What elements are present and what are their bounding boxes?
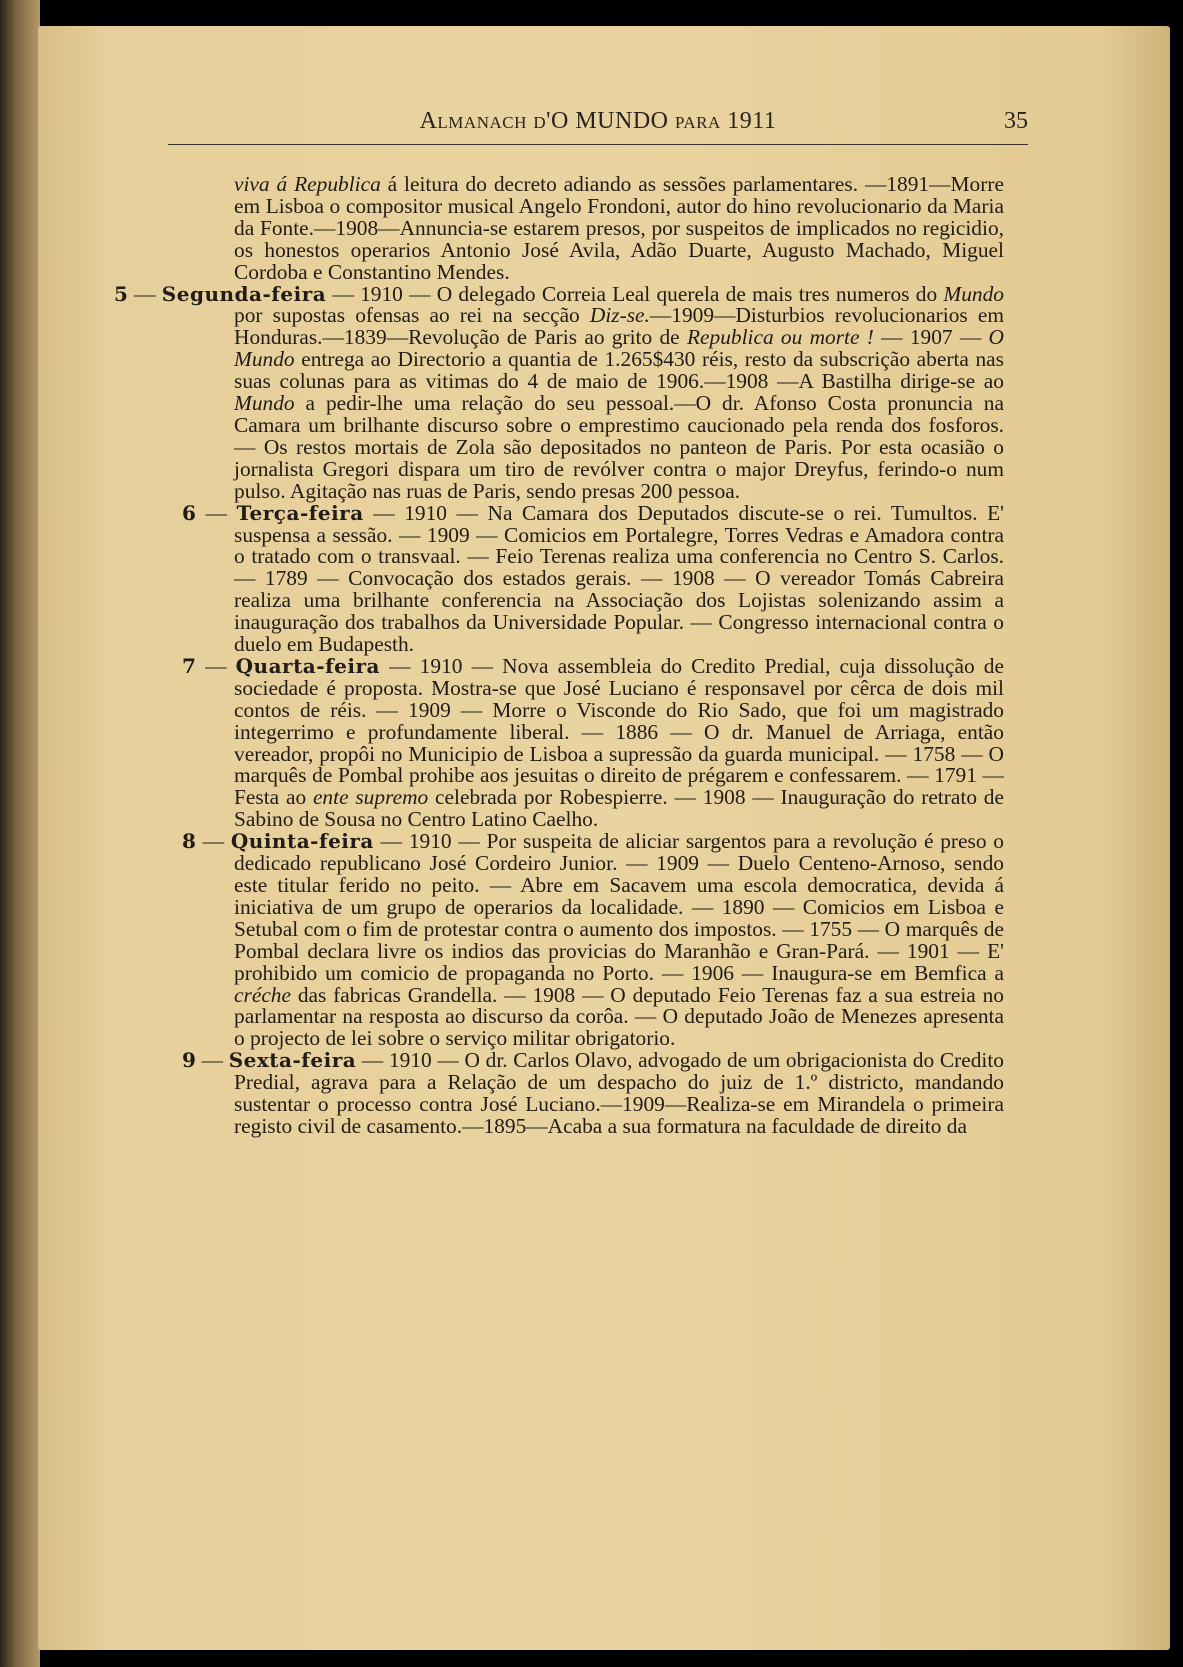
day-number: 5 [114,281,128,306]
entry-text: por supostas ofensas ao rei na secção [234,303,590,328]
entry-text: — 1910 — Na Camara dos Deputados discute-se o rei. Tumultos. E' suspensa a sessão. — 1909 — Comicios em Portalegre, Torres Vedras e Amadora contra o tratado com o transvaal. — Feio Terenas realiza uma conferencia no Centro S. Carlos. — 1789 — Convocação dos estados gerais. — 1908 — O vereador Tomás Cabreira realiza uma brilhante conferencia na Associação dos Lojistas solenizando assim a inauguração dos trabalhos da Universidade Popular. — Congresso internacional contra o duelo em Budapesth. [234,500,1004,657]
header-title-part2: MUNDO [575,108,669,134]
entry-text: — 1910 — Nova assembleia do Credito Predial, cuja dissolução de sociedade é proposta. Mostra-se que José Luciano é responsavel por cêrca de dois mil contos de réis. — 1909 — Morre o Visconde do Rio Sado, que foi um magistrado integerrimo e profundamente liberal. — 1886 — O dr. Manuel de Arriaga, então vereador, propôi no Municipio de Lisboa a supressão da guarda municipal. — 1758 — O marquês de Pombal prohibe aos jesuitas o direito de prégarem e confessarem. — 1791 — Festa ao [234,653,1004,810]
entry-text: — 1910 — Por suspeita de aliciar sargentos para a revolução é preso o dedicado republicano José Cordeiro Junior. — 1909 — Duelo Centeno-Arnoso, sendo este titular ferido no peito. — Abre em Sacavem uma escola democratica, devida á iniciativa de um grupo de operarios da localidade. — 1890 — Comicios em Lisboa e Setubal com o fim de protestar contra o aumento dos impostos. — 1755 — O marquês de Pombal declara livre os indios das provicias do Maranhão e Gran-Pará. — 1901 — E' prohibido um comicio de propaganda no Porto. — 1906 — Inaugura-se em Bemfica a [234,829,1004,985]
entry-day-5: 5 — Segunda-feira — 1910 — O delegado Correia Leal querela de mais tres numeros do Mundo por supostas ofensas ao rei na secção Diz-se.—1909—Disturbios revolucionarios em Honduras.—1839—Revolução de Paris ao grito de Republica ou morte ! — 1907 — O Mundo entrega ao Directorio a quantia de 1.265$430 réis, resto da subscrição aberta nas suas colunas para as vitimas do 4 de maio de 1906.—1908 —A Bastilha dirige-se ao Mundo a pedir-lhe uma relação do seu pessoal.—O dr. Afonso Costa pronuncia na Camara um brilhante discurso sobre o emprestimo caucionado pela renda dos fosforos. — Os restos mortais de Zola são depositados no panteon de Paris. Por esta ocasião o jornalista Gregori dispara um tiro de revólver contra o major Dreyfus, ferindo-o num pulso. Agitação nas ruas de Paris, sendo presas 200 pessoa. [114,281,1004,503]
entry-text: entrega ao Directorio a quantia de 1.265$430 réis, resto da subscrição aberta nas suas colunas para as vitimas do 4 de maio de 1906.—1908 —A Bastilha dirige-se ao [234,347,1004,394]
day-number: 8 [182,829,196,854]
entry-italic: ente supremo [312,785,429,810]
entry-day-6: 6 — Terça-feira — 1910 — Na Camara dos Deputados discute-se o rei. Tumultos. E' suspensa a sessão. — 1909 — Comicios em Portalegre, Torres Vedras e Amadora contra o tratado com o transvaal. — Feio Terenas realiza uma conferencia no Centro S. Carlos. — 1789 — Convocação dos estados gerais. — 1908 — O vereador Tomás Cabreira realiza uma brilhante conferencia na Associação dos Lojistas solenizando assim a inauguração dos trabalhos da Universidade Popular. — Congresso internacional contra o duelo em Budapesth. [182,500,1004,657]
day-number: 7 [182,653,196,678]
entry-text: das fabricas Grandella. — 1908 — O deputado Feio Terenas faz a sua estreia no parlamentar na resposta ao discurso da corôa. — O deputado João de Menezes apresenta o projecto de lei sobre o serviço militar obrigatorio. [234,982,1004,1051]
day-number: 6 [182,500,196,525]
header-title-part1: Almanach d'O [419,108,569,134]
intro-text: á leitura do decreto adiando as sessões parlamentares. —1891—Morre em Lisboa o compositor musical Angelo Frondoni, autor do hino revolucionario da Maria da Fonte.—1908—Annuncia-se estarem presos, por suspeitos de implicados no regicidio, os honestos operarios Antonio José Avila, Adão Duarte, Augusto Machado, Miguel Cordoba e Constantino Mendes. [234,172,1004,284]
entry-text: celebrada por Robespierre. — 1908 — Inauguração do retrato de Sabino de Sousa no Centro Latino Caelho. [234,785,1004,832]
intro-italic: viva á Republica [234,172,381,196]
running-header [168,108,1028,148]
entry-italic: créche [234,982,291,1007]
entry-text: a pedir-lhe uma relação do seu pessoal.—O dr. Afonso Costa pronuncia na Camara um brilhante discurso sobre o emprestimo caucionado pela renda dos fosforos. — Os restos mortais de Zola são depositados no panteon de Paris. Por esta ocasião o jornalista Gregori dispara um tiro de revólver contra o major Dreyfus, ferindo-o num pulso. Agitação nas ruas de Paris, sendo presas 200 pessoa. [234,391,1004,503]
day-name: Sexta-feira [228,1048,357,1073]
entry-text: — 1910 — O delegado Correia Leal querela de mais tres numeros do [326,281,944,306]
intro-paragraph [234,174,1004,284]
entry-italic: Mundo [943,281,1004,306]
entry-day-7: 7 — Quarta-feira — 1910 — Nova assembleia do Credito Predial, cuja dissolução de sociedade é proposta. Mostra-se que José Luciano é responsavel por cêrca de dois mil contos de réis. — 1909 — Morre o Visconde do Rio Sado, que foi um magistrado integerrimo e profundamente liberal. — 1886 — O dr. Manuel de Arriaga, então vereador, propôi no Municipio de Lisboa a supressão da guarda municipal. — 1758 — O marquês de Pombal prohibe aos jesuitas o direito de prégarem e confessarem. — 1791 — Festa ao ente supremo celebrada por Robespierre. — 1908 — Inauguração do retrato de Sabino de Sousa no Centro Latino Caelho. [182,653,1004,832]
entry-text: — 1910 — O dr. Carlos Olavo, advogado de um obrigacionista do Credito Predial, agrava para a Relação de um despacho do juiz de 1.º districto, mandando sustentar o processo contra José Luciano.—1909—Realiza-se em Mirandela o primeira registo civil de casamento.—1895—Acaba a sua formatura na faculdade de direito da [234,1048,1004,1138]
page [38,26,1170,1650]
day-name: Quinta-feira [230,829,374,854]
day-name: Segunda-feira [161,281,327,306]
entry-day-8: 8 — Quinta-feira — 1910 — Por suspeita de aliciar sargentos para a revolução é preso o dedicado republicano José Cordeiro Junior. — 1909 — Duelo Centeno-Arnoso, sendo este titular ferido no peito. — Abre em Sacavem uma escola democratica, devida á iniciativa de um grupo de operarios da localidade. — 1890 — Comicios em Lisboa e Setubal com o fim de protestar contra o aumento dos impostos. — 1755 — O marquês de Pombal declara livre os indios das provicias do Maranhão e Gran-Pará. — 1901 — E' prohibido um comicio de propaganda no Porto. — 1906 — Inaugura-se em Bemfica a créche das fabricas Grandella. — 1908 — O deputado Feio Terenas faz a sua estreia no parlamentar na resposta ao discurso da corôa. — O deputado João de Menezes apresenta o projecto de lei sobre o serviço militar obrigatorio. [182,829,1004,1051]
header-rule [168,144,1028,145]
day-name: Quarta-feira [235,653,380,678]
entry-italic: O Mundo [234,325,1004,372]
day-number: 9 [182,1048,196,1073]
entry-text: — 1907 — [873,325,989,350]
entry-italic: Diz-se. [589,303,650,328]
day-name: Terça-feira [236,500,364,525]
entry-italic: Mundo [234,391,295,416]
entry-day-9: 9 — Sexta-feira — 1910 — O dr. Carlos Olavo, advogado de um obrigacionista do Credito Predial, agrava para a Relação de um despacho do juiz de 1.º districto, mandando sustentar o processo contra José Luciano.—1909—Realiza-se em Mirandela o primeira registo civil de casamento.—1895—Acaba a sua formatura na faculdade de direito da [182,1048,1004,1138]
text-body [114,172,1004,1138]
header-title [168,108,1028,135]
page-number: 35 [1004,108,1028,134]
entry-text: —1909—Disturbios revolucionarios em Honduras.—1839—Revolução de Paris ao grito de [234,303,1004,350]
book-gutter [0,0,40,1667]
entry-italic: Republica ou morte ! [686,325,874,350]
header-title-part3: para 1911 [674,108,777,134]
